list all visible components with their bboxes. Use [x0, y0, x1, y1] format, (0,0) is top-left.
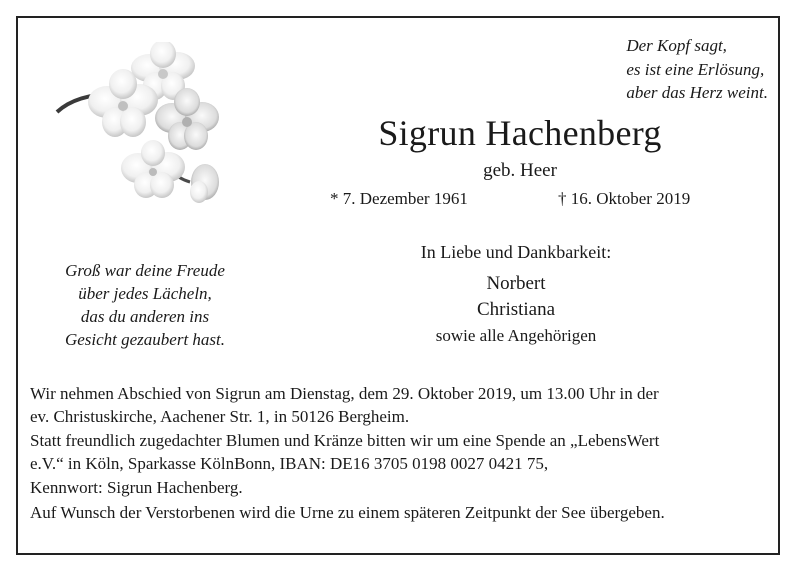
- body-line: Auf Wunsch der Verstorbenen wird die Urne zu einem späteren Zeitpunkt der See übergeben.: [30, 502, 665, 522]
- mourner-name: Christiana: [476, 299, 556, 320]
- left-quote-line: Gesicht gezaubert hast.: [64, 330, 226, 349]
- top-quote: [626, 34, 768, 105]
- orchid-image: [55, 42, 240, 217]
- body-line: e.V.“ in Köln, Sparkasse KölnBonn, IBAN: DE16 3705 0198 0027 0421 75,: [30, 453, 549, 473]
- birth-date: * 7. Dezember 1961: [330, 189, 468, 208]
- mourners-heading: In Liebe und Dankbarkeit:: [420, 242, 612, 262]
- body-line: Statt freundlich zugedachter Blumen und Kränze bitten wir um eine Spende an „LebensWert: [30, 431, 660, 450]
- body-line: Kennwort: Sigrun Hachenberg.: [30, 478, 243, 497]
- relatives-line: sowie alle Angehörigen: [435, 326, 597, 345]
- birth-name: geb. Heer: [483, 160, 557, 181]
- funeral-details: [30, 383, 775, 524]
- top-quote-line: aber das Herz weint.: [626, 83, 768, 102]
- mourner-name: Norbert: [486, 273, 546, 294]
- body-line: ev. Christuskirche, Aachener Str. 1, in 50126 Bergheim.: [30, 406, 410, 426]
- left-quote: [40, 259, 250, 351]
- deceased-name: Sigrun Hachenberg: [378, 113, 662, 153]
- left-quote-line: Groß war deine Freude: [65, 261, 225, 280]
- body-line: Wir nehmen Abschied von Sigrun am Dienstag, dem 29. Oktober 2019, um 13.00 Uhr in der: [30, 384, 659, 403]
- top-quote-line: Der Kopf sagt,: [626, 36, 727, 55]
- left-quote-line: das du anderen ins: [80, 307, 210, 326]
- top-quote-line: es ist eine Erlösung,: [626, 59, 765, 79]
- left-quote-line: über jedes Lächeln,: [78, 284, 212, 303]
- death-date: † 16. Oktober 2019: [558, 189, 691, 208]
